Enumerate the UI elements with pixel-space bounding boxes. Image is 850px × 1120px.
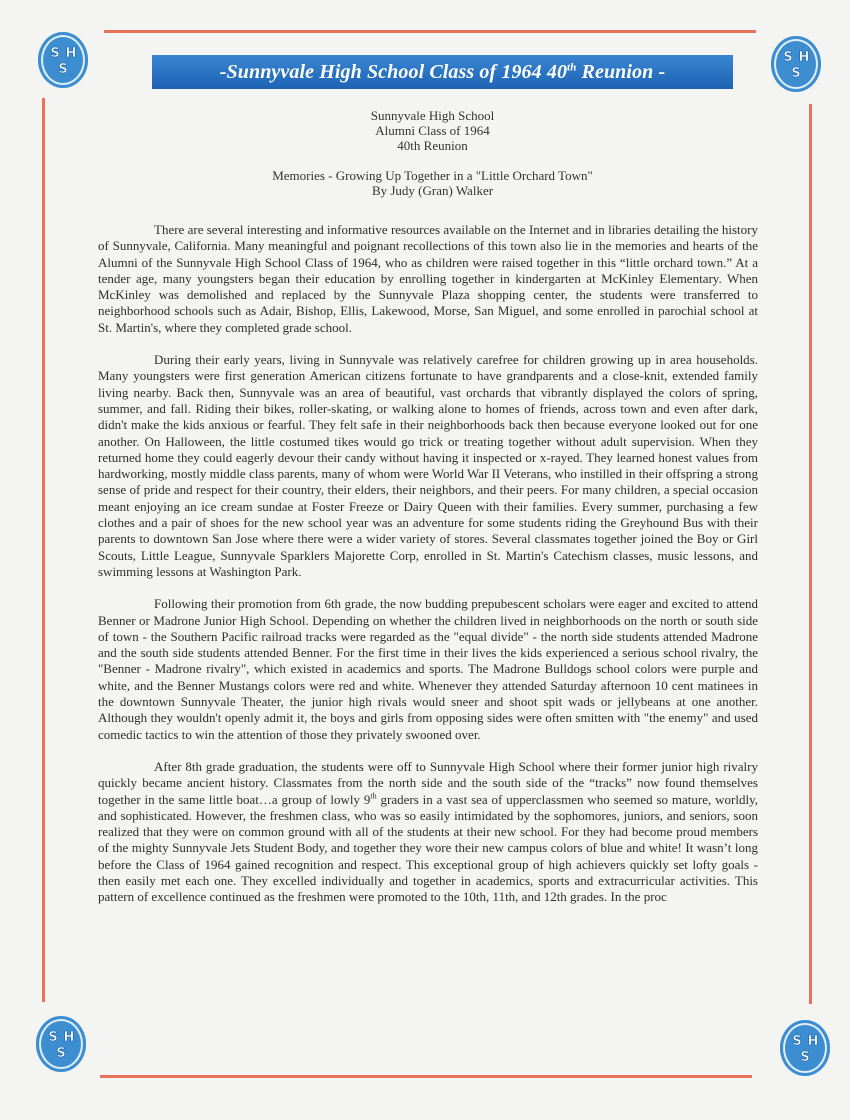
school-seal-bottom-left <box>36 1016 86 1072</box>
paragraph-2: During their early years, living in Sunnyvale was relatively carefree for children growing up in area households. Many youngsters were first generation American citizens fortunate to have grandparents and a close-knit, extended family living nearby. Back then, Sunnyvale was an area of beautiful, vast orchards that vibrantly displayed the colors of spring, summer, and fall. Riding their bikes, roller-skating, or walking alone to homes of friends, across town and even after dark, didn't make the kids anxious or fearful. They felt safe in their neighborhoods back then because everyone looked out for one another. On Halloween, the little costumed tikes would go trick or treating together without adult supervision. When they returned home they could eagerly devour their candy without having it inspected or x-rayed. They learned honest values from hardworking, mostly middle class parents, many of whom were World War II Veterans, who instilled in their offspring a strong sense of pride and respect for their country, their elders, their neighbors, and their peers. For many children, a special occasion meant enjoying an ice cream sundae at Foster Freeze or Dairy Queen with their families. Every summer, purchasing a few clothes and a pair of shoes for the new school year was an adventure for some students riding the Greyhound Bus with their parents to downtown San Jose where there were a wider variety of stores. Several classmates together joined the Boy or Girl Scouts, Little League, Sunnyvale Sparklers Majorette Corp, enrolled in St. Martin's Catechism classes, music lessons, and swimming lessons at Washington Park. <box>98 352 758 579</box>
school-name: Sunnyvale High School <box>370 108 495 123</box>
article-title: Memories - Growing Up Together in a "Little Orchard Town" <box>272 168 593 183</box>
paragraph-4: After 8th grade graduation, the students were off to Sunnyvale High School where their former junior high rivalry quickly became ancient history. Classmates from the north side and the south side of the “tracks” now found themselves together in the same little boat…a group of lowly 9th graders in a vast sea of upperclassmen who seemed so mature, worldly, and sophisticated. However, the freshmen class, who was so easily intimidated by the sophomores, juniors, and seniors, soon realized that they were on common ground with all of the students at their new school. For they had become proud members of the mighty Sunnyvale Jets Student Body, and together they wore their new campus colors of blue and white! It wasn’t long before the Class of 1964 gained recognition and respect. This exceptional group of high achievers quickly set lofty goals - then easily met each one. They excelled individually and together in academics, sports and extracurricular activities. This pattern of excellence continued as the freshmen were promoted to the 10th, 11th, and 12th grades. In the proc <box>98 758 758 905</box>
svg-text:S: S <box>792 1034 802 1049</box>
school-seal-bottom-right <box>780 1020 830 1076</box>
svg-text:S: S <box>50 46 60 61</box>
school-seal-top-right <box>771 36 821 92</box>
svg-text:S: S <box>791 66 801 81</box>
reunion-banner <box>152 55 733 89</box>
right-border-rule <box>809 104 812 1004</box>
svg-text:S: S <box>56 1046 66 1061</box>
top-border-rule <box>104 30 756 33</box>
byline: By Judy (Gran) Walker <box>371 183 494 198</box>
svg-text:H: H <box>798 50 810 65</box>
paragraph-1: There are several interesting and informative resources available on the Internet and in libraries detailing the history of Sunnyvale, California. Many meaningful and poignant recollections of this town also lie in the memories and hearts of the Alumni of the Sunnyvale High School Class of 1964, who as children were raised together in this “little orchard town.” At a tender age, many youngsters began their education by enrolling together in kindergarten at McKinley Elementary. When McKinley was demolished and replaced by the Sunnyvale Plaza shopping center, the students were transferred to neighborhood schools such as Adair, Bishop, Ellis, Lakewood, Morse, San Miguel, and some enrolled in parochial school at St. Martin's, where they completed grade school. <box>98 222 758 335</box>
svg-text:S: S <box>783 50 793 65</box>
svg-text:H: H <box>63 1030 75 1045</box>
svg-text:S: S <box>48 1030 58 1045</box>
svg-text:S: S <box>58 62 68 77</box>
school-seal-top-left <box>38 32 88 88</box>
left-border-rule <box>42 98 45 1002</box>
reunion-label: 40th Reunion <box>397 138 468 153</box>
svg-text:H: H <box>807 1034 819 1049</box>
article-body <box>98 222 758 922</box>
alumni-class: Alumni Class of 1964 <box>375 123 490 138</box>
bottom-border-rule <box>100 1075 752 1078</box>
article-header <box>60 108 805 198</box>
svg-text:S: S <box>800 1050 810 1065</box>
paragraph-3: Following their promotion from 6th grade, the now budding prepubescent scholars were eager and excited to attend Benner or Madrone Junior High School. Depending on whether the children lived in neighborhoods on the north or south side of town - the Southern Pacific railroad tracks were regarded as the "equal divide" - the north side students attended Madrone and the south side students attended Benner. For the first time in their lives the kids experienced a serious school rivalry, the "Benner - Madrone rivalry", which existed in academics and sports. The Madrone Bulldogs school colors were purple and white, and the Benner Mustangs colors were red and white. Whenever they attended Saturday afternoon 10 cent matinees in the downtown Sunnyvale Theater, the junior high rivals would sneer and shoot spit wads or jellybeans at one another. Although they wouldn't openly admit it, the boys and girls from opposing sides were often smitten with "the enemy" and used comedic tactics to win the attention of those they privately swooned over. <box>98 596 758 742</box>
svg-text:H: H <box>65 46 77 61</box>
banner-title: -Sunnyvale High School Class of 1964 40th Reunion - <box>219 60 666 83</box>
